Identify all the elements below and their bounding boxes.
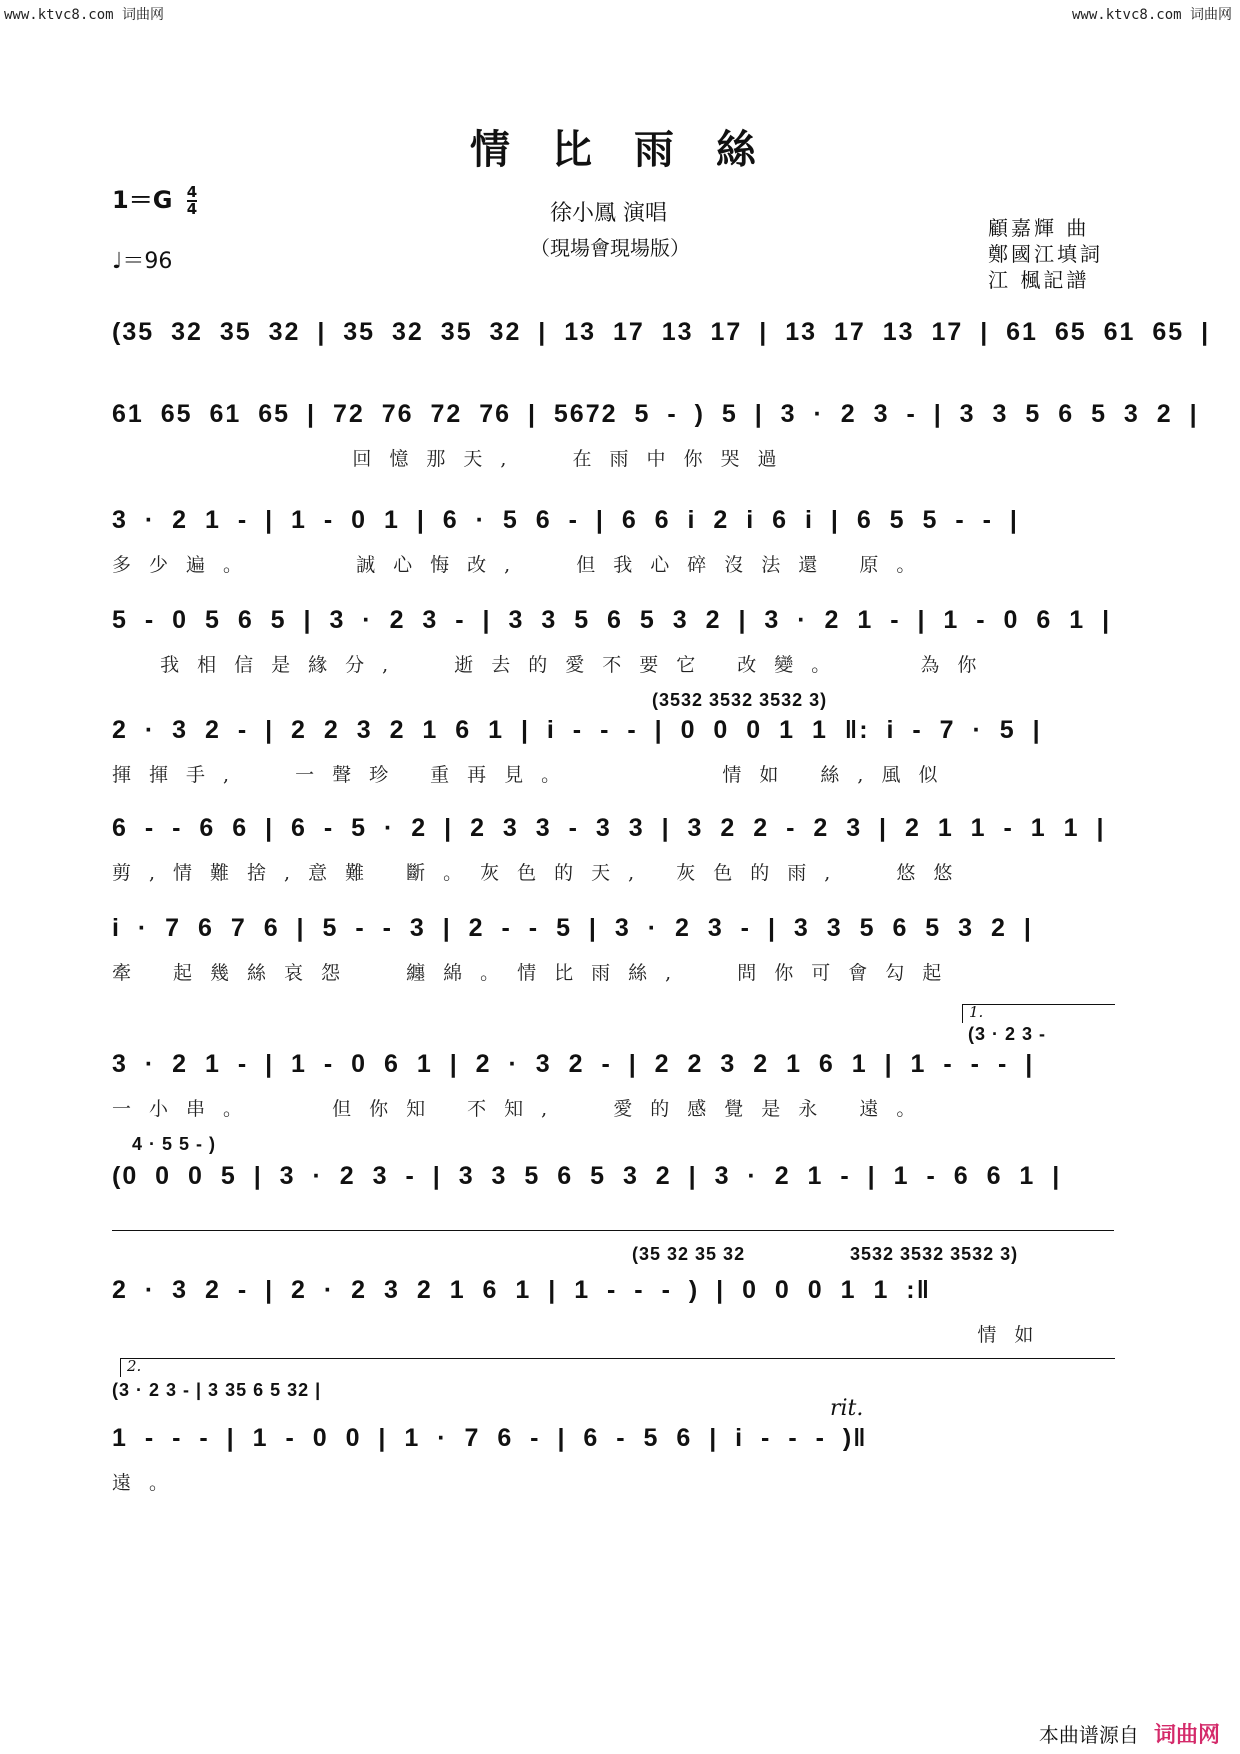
lyrics: 剪,情難捨,意難 斷。灰色的天, 灰色的雨, 悠悠 [112,862,971,884]
notes: (0 0 0 5 | 3 · 2 3 - | 3 3 5 6 5 3 2 | 3 · 2 1 - | 1 - 6 6 1 | [112,1162,1062,1190]
upper-line: (35 32 35 32 [632,1244,746,1264]
first-ending-bracket [962,1004,1115,1023]
staff-row [112,814,1122,884]
staff-row [112,716,1122,786]
staff-row [112,1050,1122,1120]
site-watermark-left: www.ktvc8.com 词曲网 [4,7,165,23]
staff-row [112,606,1122,676]
notes: 2 · 3 2 - | 2 · 2 3 2 1 6 1 | 1 - - - ) | 0 0 0 1 1 :‖ [112,1276,932,1304]
staff-row [112,1276,1122,1346]
footer-brand: 词曲网 [1153,1723,1220,1748]
upper-line: (3532 3532 3532 3) [652,690,828,710]
staff-row [112,914,1122,984]
notes: 3 · 2 1 - | 1 - 0 6 1 | 2 · 3 2 - | 2 2 3 2 1 6 1 | 1 - - - | [112,1050,1035,1078]
lyricist: 鄭國江填詞 [988,242,1103,266]
notes: 1 - - - | 1 - 0 0 | 1 · 7 6 - | 6 - 5 6 | i - - - )‖ [112,1424,868,1452]
version: （現場會現場版） [530,236,690,260]
notes: i · 7 6 7 6 | 5 - - 3 | 2 - - 5 | 3 · 2 3 - | 3 3 5 6 5 3 2 | [112,914,1033,942]
time-signature [187,185,197,217]
transcriber: 江 楓記譜 [988,268,1090,292]
staff-row [112,1162,1122,1228]
notes: 3 · 2 1 - | 1 - 0 1 | 6 · 5 6 - | 6 6 i 2 i 6 i | 6 5 5 - - | [112,506,1019,534]
composer: 顧嘉輝 曲 [988,216,1090,240]
notes: (35 32 35 32 | 35 32 35 32 | 13 17 13 17 | 13 17 13 17 | 61 65 61 65 | [112,318,1211,346]
notes: 6 - - 6 6 | 6 - 5 · 2 | 2 3 3 - 3 3 | 3 2 2 - 2 3 | 2 1 1 - 1 1 | [112,814,1106,842]
lyrics: 揮揮手, 一聲珍 重再見。 情如 絲,風似 [112,764,956,786]
section-rule [112,1230,1114,1231]
second-ending-label: 2. [127,1357,142,1375]
ritardando-mark: rit. [830,1396,864,1421]
lyrics: 多少遍。 誠心悔改, 但我心碎沒法還 原。 [112,554,934,576]
key-label: 1＝G [112,186,173,214]
footer-source-text: 本曲谱源自 [1038,1723,1139,1747]
second-ending-bracket [120,1358,1115,1377]
upper-line: 3532 3532 3532 3) [850,1244,1019,1264]
time-bottom: 4 [186,200,198,218]
staff-row [112,506,1122,576]
upper-line: (3 · 2 3 - | 3 35 6 5 32 | [112,1380,322,1400]
first-ending-label: 1. [969,1003,984,1021]
site-watermark-right: www.ktvc8.com 词曲网 [1071,7,1232,23]
footer-source [1039,1718,1220,1749]
staff-row [112,1424,1122,1494]
staff-row [112,400,1199,470]
lyrics: 回憶那天, 在雨中你哭過 [112,448,795,470]
staff-row [112,318,1211,384]
lyrics: 一小串。 但你知 不知, 愛的感覺是永 遠。 [112,1098,934,1120]
lyrics: 遠。 [112,1472,187,1494]
quarter-note-icon: ♩ [112,249,123,274]
song-title: 情比雨絲 [470,126,798,173]
lyrics: 我相信是緣分, 逝去的愛不要它 改變。 為你 [112,654,995,676]
key-signature [112,180,197,217]
lyrics: 情如 [112,1324,1052,1346]
upper-line: 4 · 5 5 - ) [132,1134,217,1154]
lyrics: 牽 起幾絲哀怨 纏綿。情比雨絲, 問你可會勾起 [112,962,960,984]
singer: 徐小鳳 演唱 [550,201,667,226]
tempo: ♩＝96 [112,249,173,274]
time-top: 4 [186,183,198,201]
notes: 5 - 0 5 6 5 | 3 · 2 3 - | 3 3 5 6 5 3 2 | 3 · 2 1 - | 1 - 0 6 1 | [112,606,1112,634]
upper-line: (3 · 2 3 - [968,1024,1047,1044]
notes: 2 · 3 2 - | 2 2 3 2 1 6 1 | i - - - | 0 0 0 1 1 ‖: i - 7 · 5 | [112,716,1042,744]
notes: 61 65 61 65 | 72 76 72 76 | 5672 5 - ) 5 | 3 · 2 3 - | 3 3 5 6 5 3 2 | [112,400,1199,428]
